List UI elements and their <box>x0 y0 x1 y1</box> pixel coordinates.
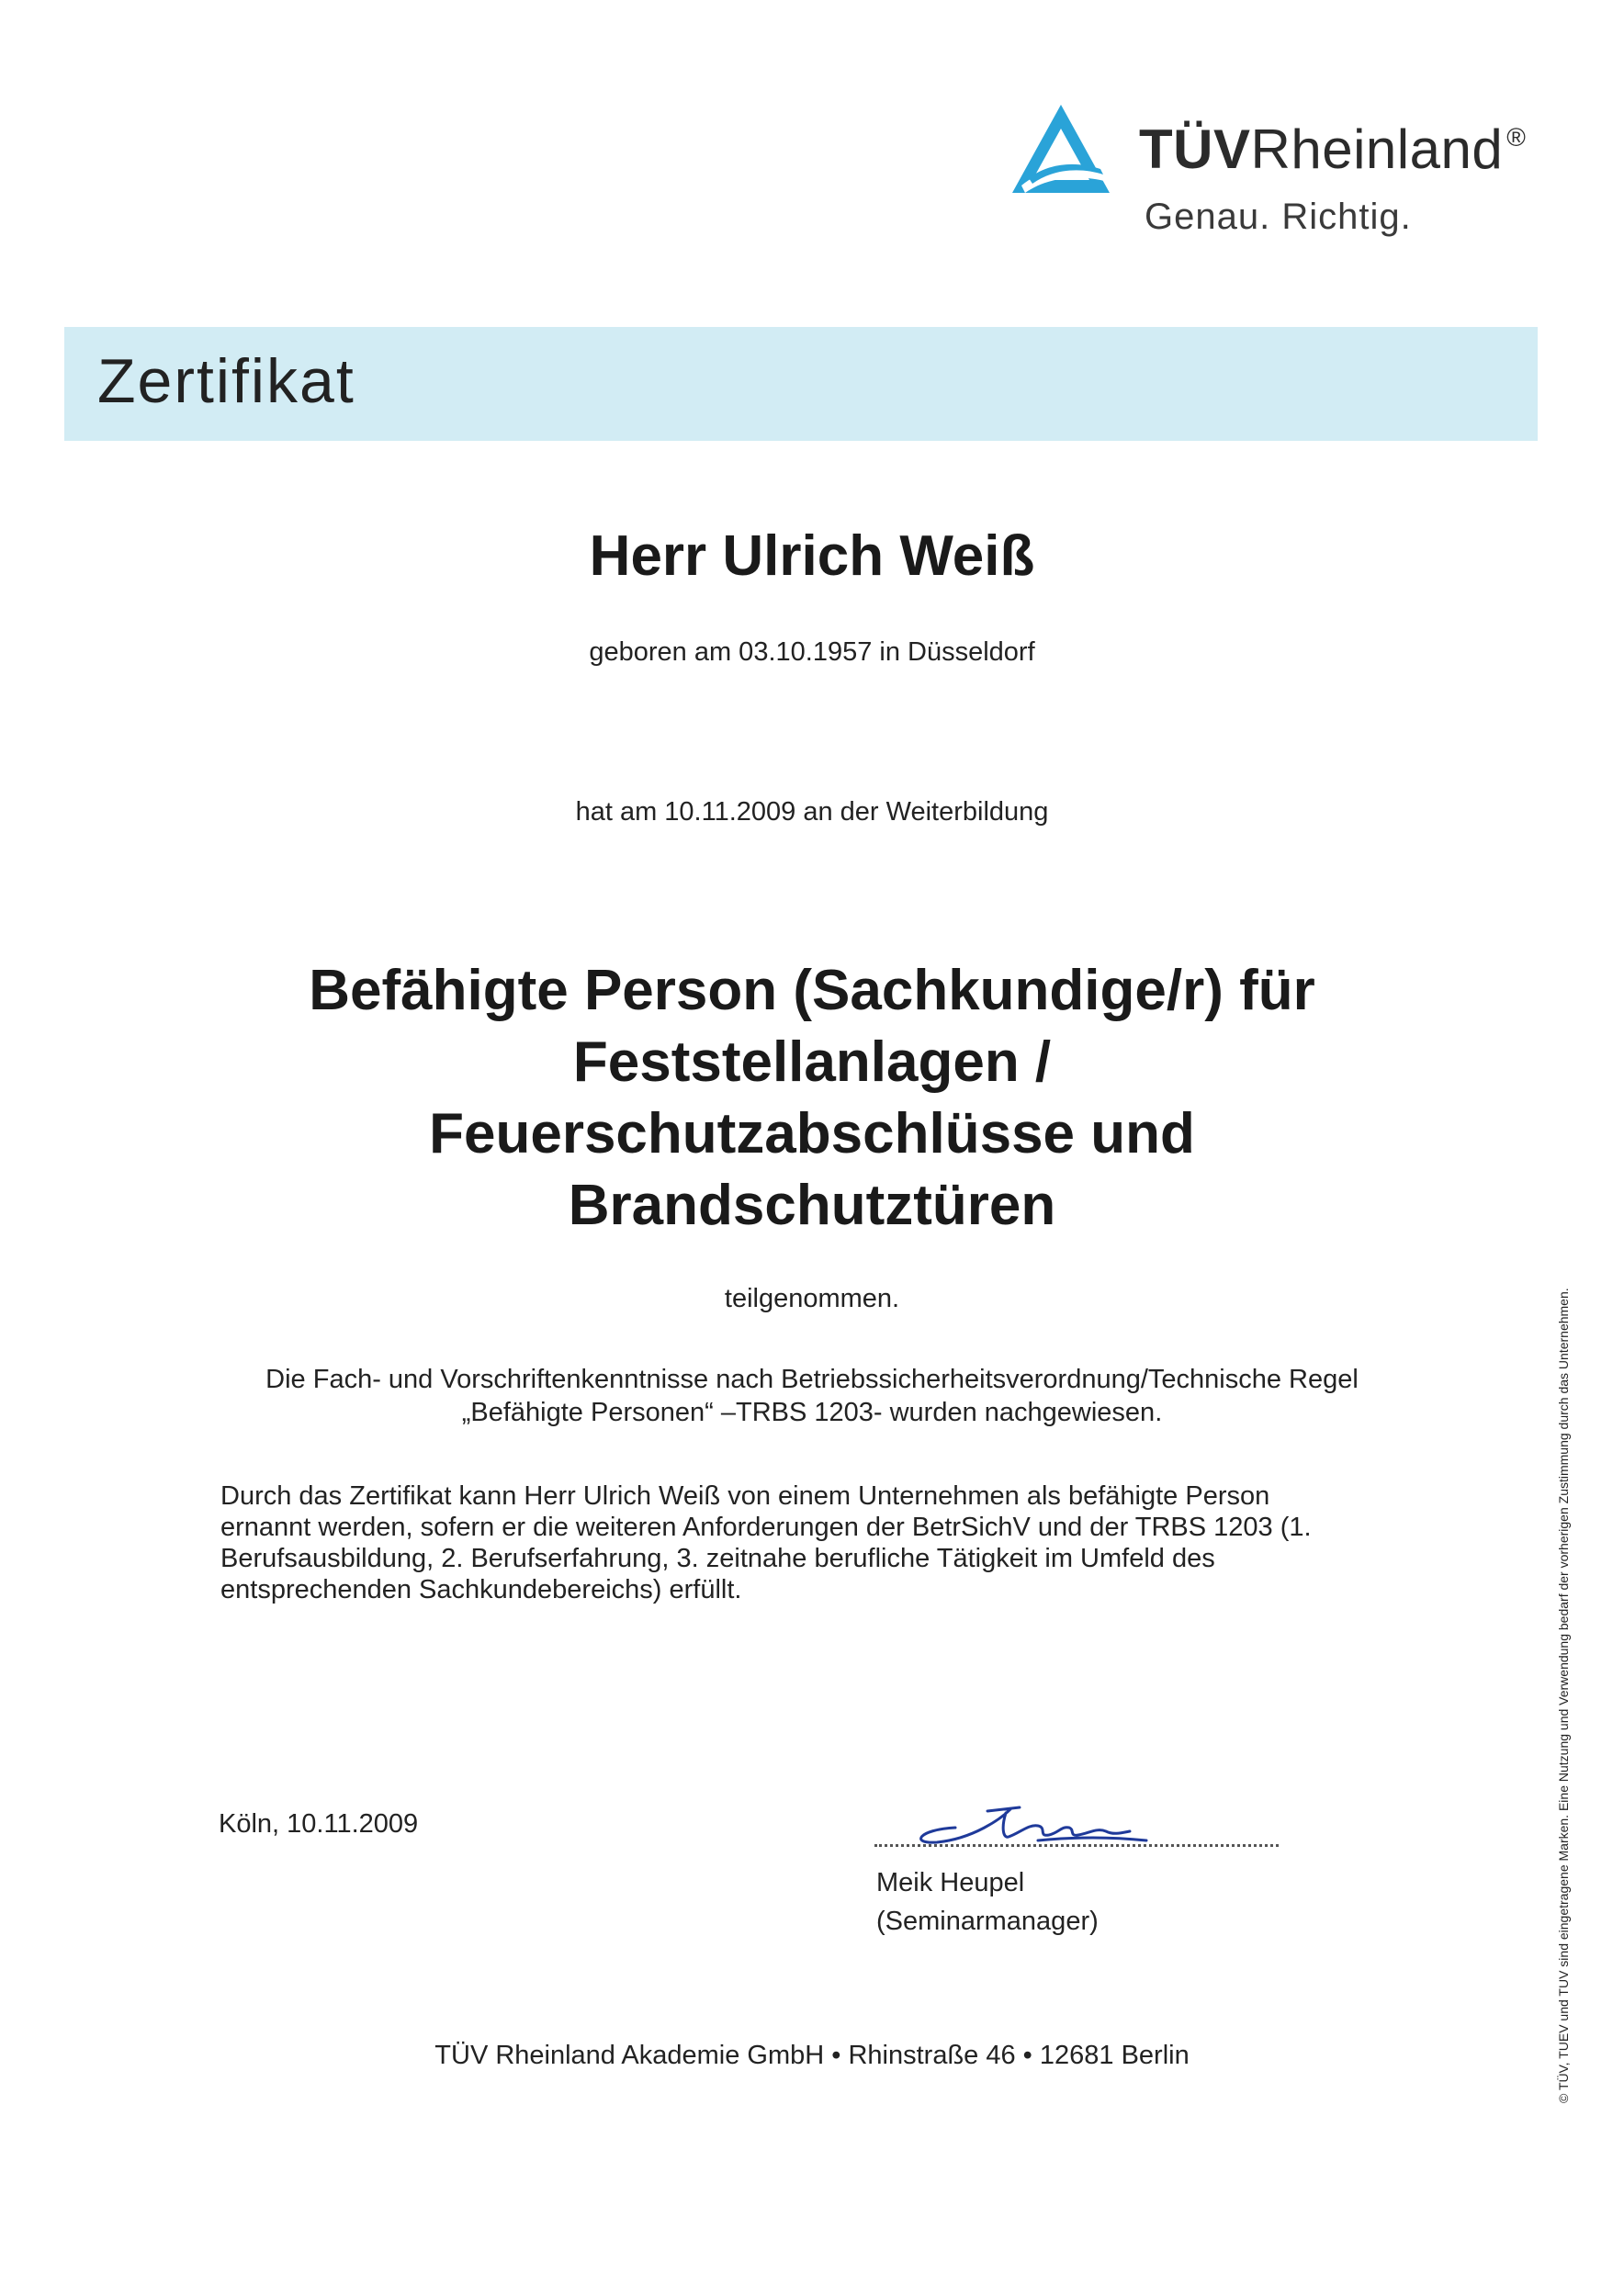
tuv-triangle-logo-icon <box>1009 101 1113 197</box>
registered-mark: ® <box>1506 123 1527 152</box>
course-title-line: Brandschutztüren <box>568 1174 1056 1237</box>
trademark-side-note: © TÜV, TUEV und TUV sind eingetragene Marken. Eine Nutzung und Verwendung bedarf der vorherigen Zustimmung durch das Unternehmen. <box>1556 1288 1571 2103</box>
course-title-line: Feststellanlagen / <box>572 1030 1052 1094</box>
logo-brand-rheinland: Rheinland <box>1250 118 1504 180</box>
signature-line <box>874 1844 1279 1847</box>
logo-wordmark <box>1139 118 1526 181</box>
footer-address: TÜV Rheinland Akademie GmbH • Rhinstraße 46 • 12681 Berlin <box>434 2041 1190 2070</box>
logo-tagline: Genau. Richtig. <box>1145 197 1412 237</box>
course-title <box>0 955 1624 1242</box>
course-title-line: Feuerschutzabschlüsse und <box>429 1102 1195 1165</box>
knowledge-line-2: „Befähigte Personen“ –TRBS 1203- wurden nachgewiesen. <box>461 1398 1163 1427</box>
signer-name: Meik Heupel <box>876 1868 1025 1897</box>
logo-brand-tuv: TÜV <box>1139 118 1251 180</box>
knowledge-statement <box>0 1363 1624 1429</box>
recipient-birth-info: geboren am 03.10.1957 in Düsseldorf <box>589 637 1035 667</box>
certificate-paragraph: Durch das Zertifikat kann Herr Ulrich Weiß von einem Unternehmen als befähigte Person ernannt werden, sofern er die weiteren Anforderungen der BetrSichV und der TRBS 1203 (1. Berufsausbildung, 2. Berufserfahrung, 3. zeitnahe berufliche Tätigkeit im Umfeld des entsprechenden Sachkundebereichs) erfüllt. <box>220 1481 1312 1604</box>
recipient-name: Herr Ulrich Weiß <box>589 524 1035 588</box>
place-and-date: Köln, 10.11.2009 <box>219 1809 419 1839</box>
certificate-title: Zertifikat <box>97 346 355 416</box>
participation-statement: teilgenommen. <box>724 1284 900 1313</box>
course-title-line: Befähigte Person (Sachkundige/r) für <box>309 959 1315 1022</box>
signer-role: (Seminarmanager) <box>876 1907 1099 1936</box>
attendance-statement: hat am 10.11.2009 an der Weiterbildung <box>575 797 1049 827</box>
knowledge-line-1: Die Fach- und Vorschriftenkenntnisse nach Betriebssicherheitsverordnung/Technische Regel <box>265 1365 1359 1394</box>
